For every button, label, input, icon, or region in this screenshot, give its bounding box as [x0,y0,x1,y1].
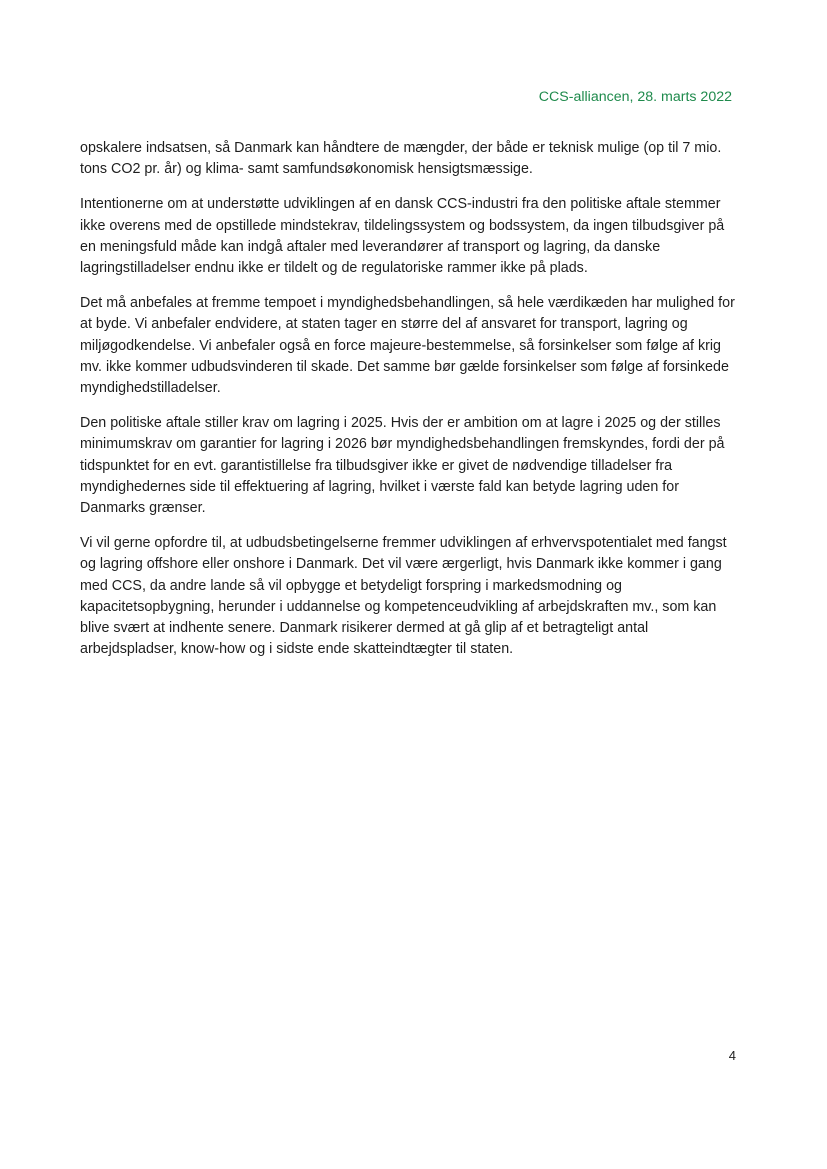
paragraph-3: Det må anbefales at fremme tempoet i myndighedsbehandlingen, så hele værdikæden har mulighed for at byde. Vi anbefaler endvidere, at staten tager en større del af ansvaret for transport, lagring og miljøgodkendelse. Vi anbefaler også en force majeure-bestemmelse, så forsinkelser som følge af krig mv. ikke kommer udbudsvinderen til skade. Det samme bør gælde forsinkelser som følge af forsinkede myndighedstilladelser. [80,295,735,397]
document-body [80,138,737,674]
paragraph-5: Vi vil gerne opfordre til, at udbudsbetingelserne fremmer udviklingen af erhvervspotentialet med fangst og lagring offshore eller onshore i Danmark. Det vil være ærgerligt, hvis Danmark ikke kommer i gang med CCS, da andre lande så vil opbygge et betydeligt forspring i markedsmodning og kapacitetsopbygning, herunder i uddannelse og kompetenceudvikling af arbejdskraften mv., som kan blive svært at indhente senere. Danmark risikerer dermed at gå glip af et betragteligt antal arbejdspladser, know-how og i sidste ende skatteindtægter til staten. [80,535,727,658]
document-header: CCS-alliancen, 28. marts 2022 [538,89,732,105]
paragraph-4: Den politiske aftale stiller krav om lagring i 2025. Hvis der er ambition om at lagre i 2025 og der stilles minimumskrav om garantier for lagring i 2026 bør myndighedsbehandlingen fremskyndes, fordi der på tidspunktet for en evt. garantistillelse fra tilbudsgiver ikke er givet de nødvendige tilladelser fra myndighedernes side til effektuering af lagring, hvilket i værste fald kan betyde lagring uden for Danmarks grænser. [80,415,725,517]
page-number: 4 [728,1048,736,1063]
paragraph-1: opskalere indsatsen, så Danmark kan håndtere de mængder, der både er teknisk mulige (op til 7 mio. tons CO2 pr. år) og klima- samt samfundsøkonomisk hensigtsmæssige. [80,140,722,178]
paragraph-2: Intentionerne om at understøtte udviklingen af en dansk CCS-industri fra den politiske aftale stemmer ikke overens med de opstillede mindstekrav, tildelingssystem og bodssystem, da ingen tilbudsgiver på en meningsfuld måde kan indgå aftaler med leverandører af transport og lagring, da danske lagringstilladelser endnu ikke er tildelt og de regulatoriske rammer ikke på plads. [80,196,725,277]
